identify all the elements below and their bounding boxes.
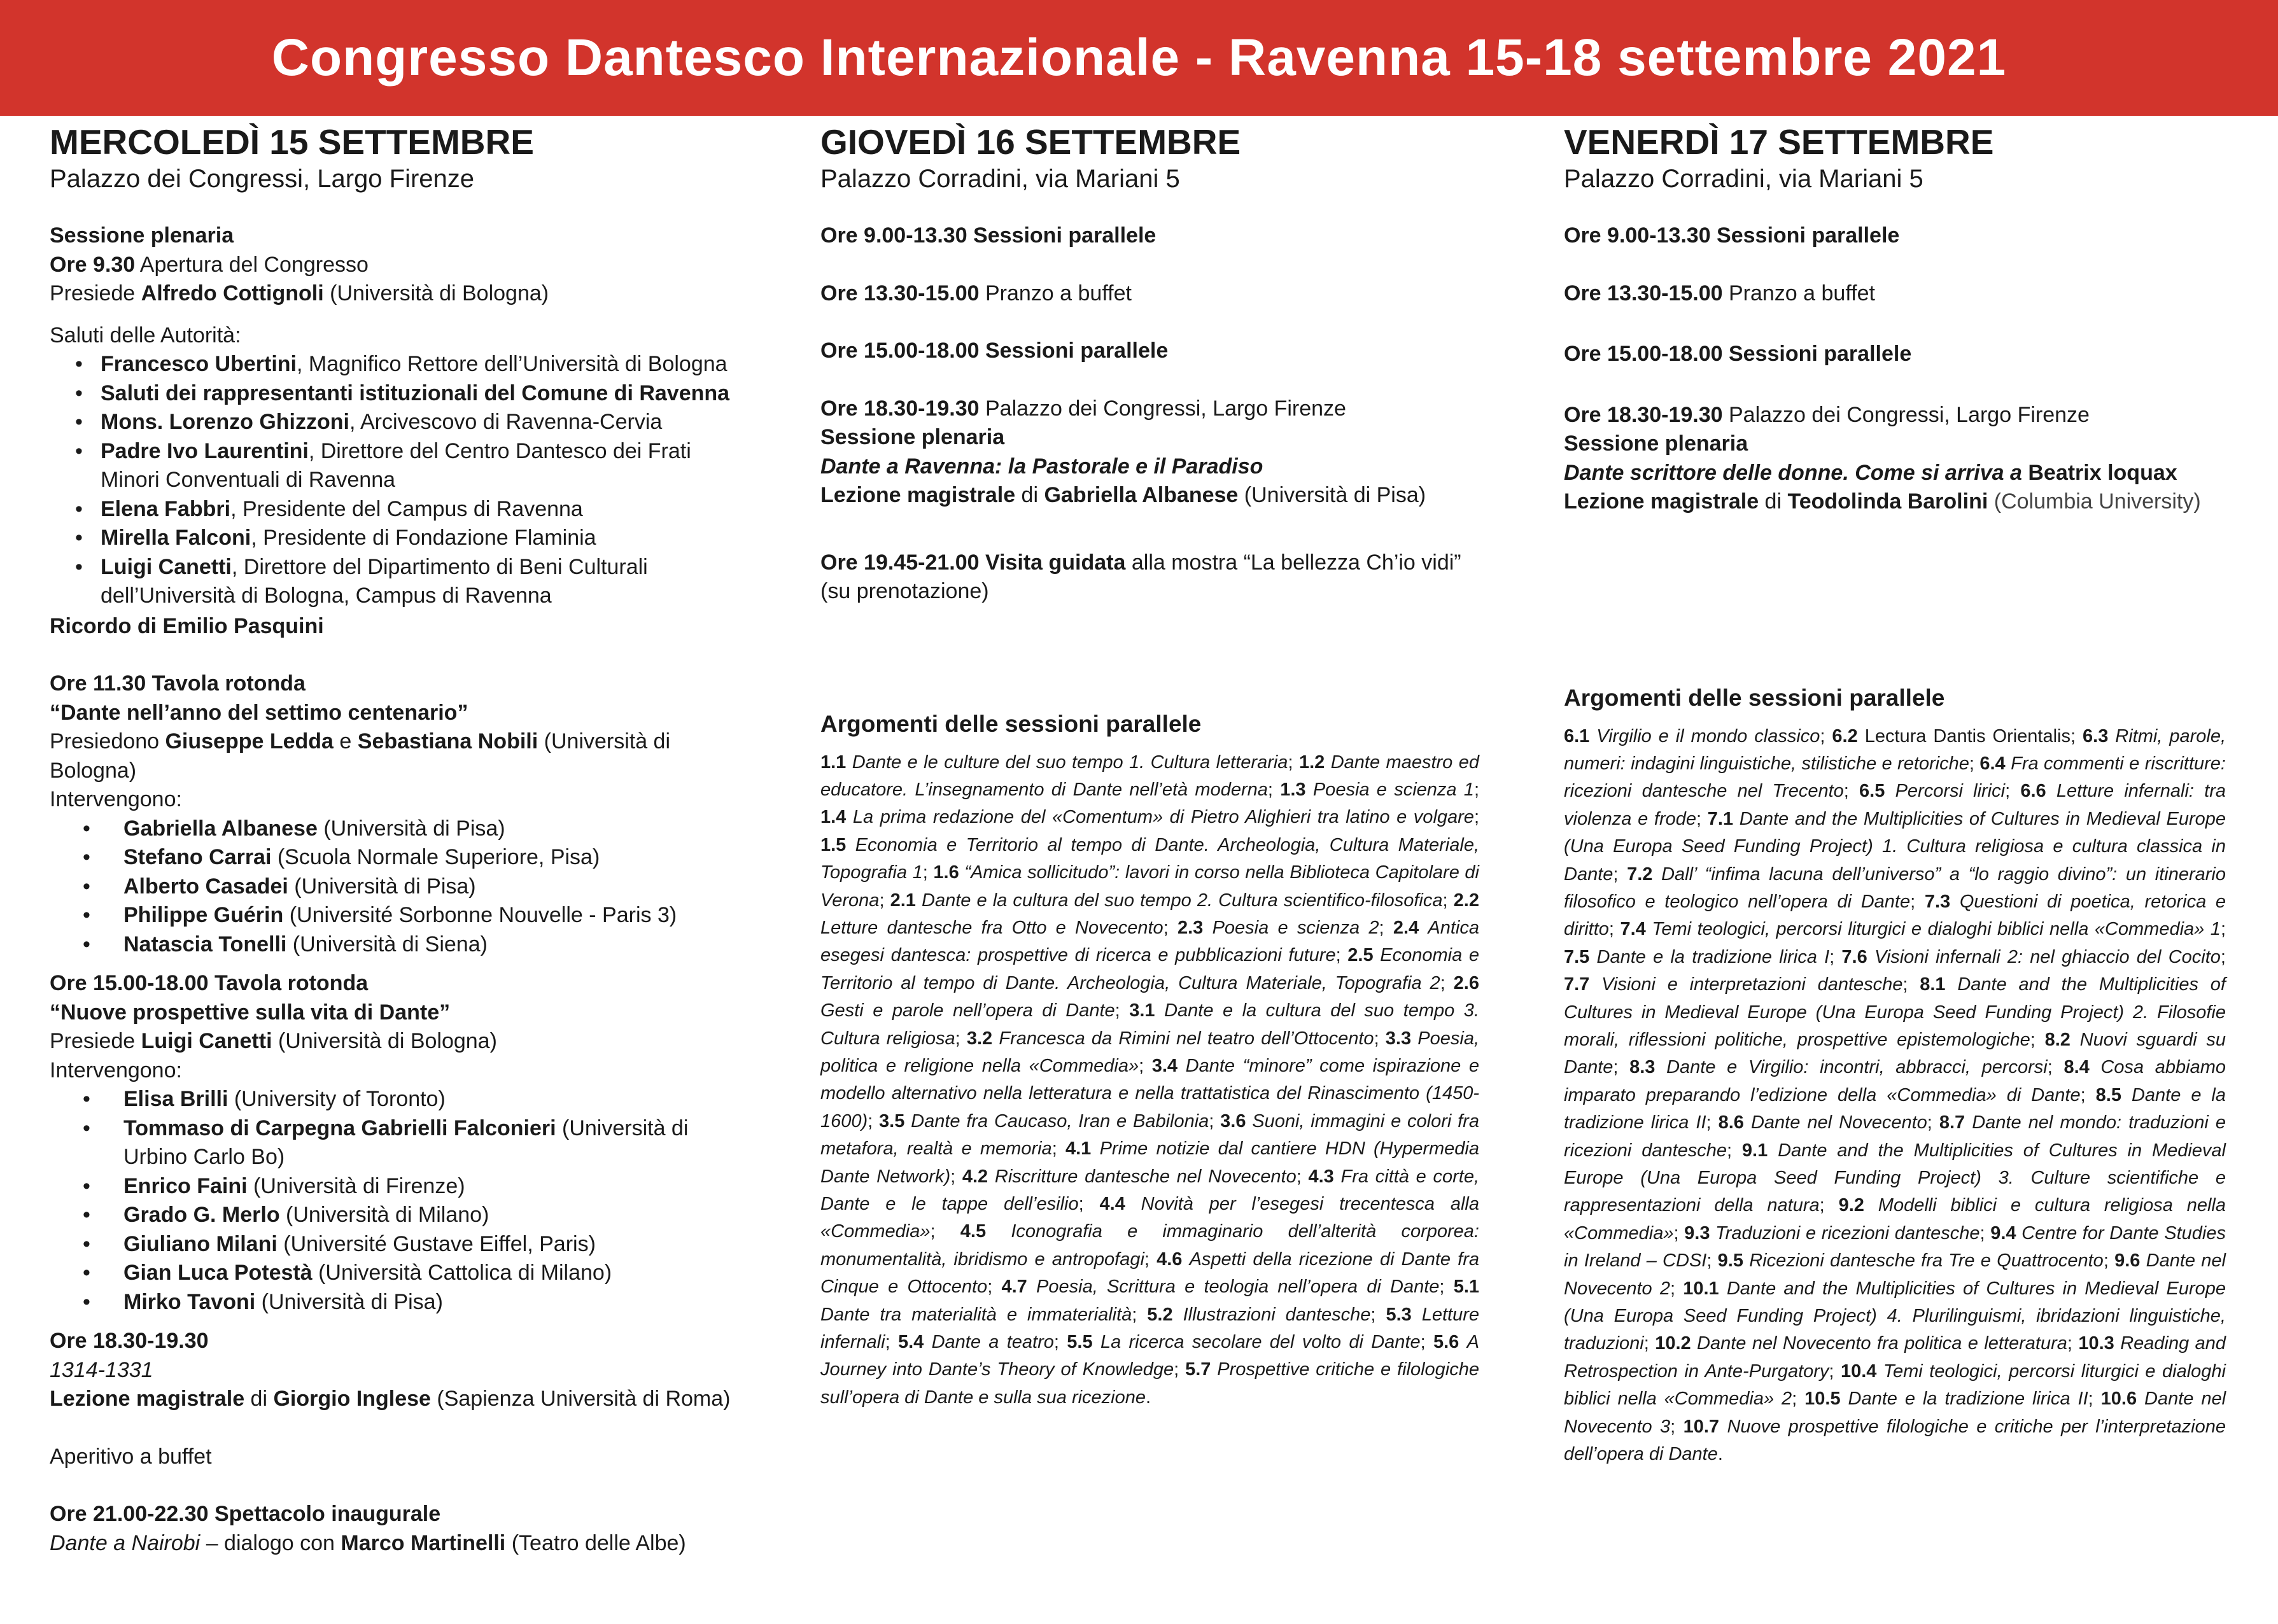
- roundtable2-chair: Presiede Luigi Canetti (Università di Bologna): [50, 1029, 497, 1053]
- list-item: • Stefano Carrai (Scuola Normale Superiore, Pisa): [50, 843, 750, 872]
- venue: Palazzo Corradini, via Mariani 5: [1564, 165, 1923, 193]
- column-wednesday: [50, 121, 750, 1558]
- session-morning: Ore 9.00-13.30 Sessioni parallele: [820, 223, 1157, 248]
- greetings-list: [50, 350, 750, 611]
- guided-visit: Ore 19.45-21.00 Visita guidata alla mostra “La bellezza Ch’io vidi” (su prenotazione): [820, 550, 1461, 603]
- list-item: • Gabriella Albanese (Università di Pisa): [50, 815, 750, 844]
- parallel-topics-text: 6.1 Virgilio e il mondo classico; 6.2 Lectura Dantis Orientalis; 6.3 Ritmi, parole, numeri: indagini linguistiche, stilistiche e retoriche; 6.4 Fra commenti e riscritture: ricezioni dantesche nel Trecento; 6.5 Percorsi lirici; 6.6 Letture infernali: tra violenza e frode; 7.1 Dante and the Multiplicities of Cultures in Medieval Europe (Una Europa Seed Funding Project) 1. Cultura religiosa e cultura classica in Dante; 7.2 Dall’ “infima lacuna dell’universo” a “lo raggio divino”: un itinerario filosofico e teologico nell’opera di Dante; 7.3 Questioni di poetica, retorica e diritto; 7.4 Temi teologici, percorsi liturgici e dialoghi biblici nella «Commedia» 1; 7.5 Dante e la tradizione lirica I; 7.6 Visioni infernali 2: nel ghiaccio del Cocito; 7.7 Visioni e interpretazioni dantesche; 8.1 Dante and the Multiplicities of Cultures in Medieval Europe (Una Europa Seed Funding Project) 2. Filosofie morali, riflessioni politiche, prospettive epistemologiche; 8.2 Nuovi sguardi su Dante; 8.3 Dante e Virgilio: incontri, abbracci, percorsi; 8.4 Cosa abbiamo imparato preparando l’edizione della «Commedia» di Dante; 8.5 Dante e la tradizione lirica II; 8.6 Dante nel Novecento; 8.7 Dante nel mondo: traduzioni e ricezioni dantesche; 9.1 Dante and the Multiplicities of Cultures in Medieval Europe (Una Europa Seed Funding Project) 3. Culture scientifiche e rappresentazioni della natura; 9.2 Modelli biblici e cultura religiosa nella «Commedia»; 9.3 Traduzioni e ricezioni dantesche; 9.4 Centre for Dante Studies in Ireland – CDSI; 9.5 Ricezioni dantesche fra Tre e Quattrocento; 9.6 Dante nel Novecento 2; 10.1 Dante and the Multiplicities of Cultures in Medieval Europe (Una Europa Seed Funding Project) 4. Plurilinguismi, ibridazioni linguistiche, traduzioni; 10.2 Dante nel Novecento fra politica e letteratura; 10.3 Reading and Retrospection in Ante-Purgatory; 10.4 Temi teologici, percorsi liturgici e dialoghi biblici nella «Commedia» 2; 10.5 Dante e la tradizione lirica II; 10.6 Dante nel Novecento 3; 10.7 Nuove prospettive filologiche e critiche per l’interpretazione dell’opera di Dante.: [1564, 725, 2226, 1465]
- speakers-label: Intervengono:: [50, 1058, 182, 1082]
- aperitivo: Aperitivo a buffet: [50, 1444, 212, 1469]
- plenary-title: Dante a Ravenna: la Pastorale e il Paradiso: [820, 454, 1263, 479]
- roundtable1-time: Ore 11.30 Tavola rotonda: [50, 671, 306, 696]
- roundtable2-title: “Nuove prospettive sulla vita di Dante”: [50, 1000, 451, 1025]
- lecture: Lezione magistrale di Giorgio Inglese (Sapienza Università di Roma): [50, 1387, 731, 1411]
- roundtable2-time: Ore 15.00-18.00 Tavola rotonda: [50, 971, 369, 995]
- list-item: • Giuliano Milani (Université Gustave Eiffel, Paris): [50, 1230, 750, 1259]
- venue: Palazzo Corradini, via Mariani 5: [820, 165, 1180, 193]
- column-friday: [1564, 121, 2226, 1468]
- lecture-title: 1314-1331: [50, 1357, 153, 1382]
- venue: Palazzo dei Congressi, Largo Firenze: [50, 165, 475, 193]
- lecture: Lezione magistrale di Gabriella Albanese (Università di Pisa): [820, 483, 1426, 507]
- list-item: • Tommaso di Carpegna Gabrielli Falconieri (Università di Urbino Carlo Bo): [50, 1114, 750, 1172]
- list-item: • Mons. Lorenzo Ghizzoni, Arcivescovo di Ravenna-Cervia: [50, 408, 750, 437]
- list-item: • Luigi Canetti, Direttore del Dipartimento di Beni Culturali dell’Università di Bologna, Campus di Ravenna: [50, 553, 750, 611]
- session-morning: Ore 9.00-13.30 Sessioni parallele: [1564, 223, 1900, 248]
- list-item: • Saluti dei rappresentanti istituzionali del Comune di Ravenna: [50, 379, 750, 409]
- plenary-time: Ore 18.30-19.30 Palazzo dei Congressi, Largo Firenze: [820, 396, 1346, 421]
- parallel-topics-text: 1.1 Dante e le culture del suo tempo 1. Cultura letteraria; 1.2 Dante maestro ed educatore. L’insegnamento di Dante nell’età moderna; 1.3 Poesia e scienza 1; 1.4 La prima redazione del «Comentum» di Pietro Alighieri tra latino e volgare; 1.5 Economia e Territorio al tempo di Dante. Archeologia, Cultura Materiale, Topografia 1; 1.6 “Amica sollicitudo”: lavori in corso nella Biblioteca Capitolare di Verona; 2.1 Dante e la cultura del suo tempo 2. Cultura scientifico-filosofica; 2.2 Letture dantesche fra Otto e Novecento; 2.3 Poesia e scienza 2; 2.4 Antica esegesi dantesca: prospettive di ricerca e pubblicazioni future; 2.5 Economia e Territorio al tempo di Dante. Archeologia, Cultura Materiale, Topografia 2; 2.6 Gesti e parole nell’opera di Dante; 3.1 Dante e la cultura del suo tempo 3. Cultura religiosa; 3.2 Francesca da Rimini nel teatro dell’Ottocento; 3.3 Poesia, politica e religione nella «Commedia»; 3.4 Dante “minore” come ispirazione e modello alternativo nella letteratura e nella trattatistica del Rinascimento (1450-1600); 3.5 Dante fra Caucaso, Iran e Babilonia; 3.6 Suoni, immagini e colori fra metafora, realtà e memoria; 4.1 Prime notizie dal cantiere HDN (Hypermedia Dante Network); 4.2 Riscritture dantesche nel Novecento; 4.3 Fra città e corte, Dante e le tappe dell’esilio; 4.4 Novità per l’esegesi trecentesca alla «Commedia»; 4.5 Iconografia e immaginario dell’alterità corporea: monumentalità, ibridismo e antropofagi; 4.6 Aspetti della ricezione di Dante fra Cinque e Ottocento; 4.7 Poesia, Scrittura e teologia nell’opera di Dante; 5.1 Dante tra materialità e immaterialità; 5.2 Illustrazioni dantesche; 5.3 Letture infernali; 5.4 Dante a teatro; 5.5 La ricerca secolare del volto di Dante; 5.6 A Journey into Dante’s Theory of Knowledge; 5.7 Prospettive critiche e filologiche sull’opera di Dante e sulla sua ricezione.: [820, 752, 1480, 1408]
- roundtable1-title: “Dante nell’anno del settimo centenario”: [50, 700, 468, 725]
- list-item: • Francesco Ubertini, Magnifico Rettore dell’Università di Bologna: [50, 350, 750, 379]
- day-heading: MERCOLEDÌ 15 SETTEMBRE: [50, 122, 534, 162]
- list-item: • Alberto Casadei (Università di Pisa): [50, 872, 750, 902]
- list-item: • Philippe Guérin (Université Sorbonne Nouvelle - Paris 3): [50, 901, 750, 930]
- lunch: Ore 13.30-15.00 Pranzo a buffet: [1564, 281, 1875, 305]
- day-heading: GIOVEDÌ 16 SETTEMBRE: [820, 122, 1241, 162]
- greetings-label: Saluti delle Autorità:: [50, 323, 241, 347]
- lecture: Lezione magistrale di Teodolinda Barolini (Columbia University): [1564, 489, 2201, 514]
- opening-chair: Presiede Alfredo Cottignoli (Università di Bologna): [50, 281, 549, 305]
- list-item: • Enrico Faini (Università di Firenze): [50, 1172, 750, 1201]
- roundtable2-speakers: [50, 1085, 750, 1317]
- day-heading: VENERDÌ 17 SETTEMBRE: [1564, 122, 1994, 162]
- opening: Ore 9.30 Apertura del Congresso: [50, 252, 369, 277]
- title-banner: [0, 0, 2278, 116]
- list-item: • Mirko Tavoni (Università di Pisa): [50, 1288, 750, 1317]
- show: Dante a Nairobi – dialogo con Marco Martinelli (Teatro delle Albe): [50, 1530, 686, 1555]
- roundtable1-chairs: Presiedono Giuseppe Ledda e Sebastiana Nobili (Università di Bologna): [50, 729, 671, 783]
- plenary-label: Sessione plenaria: [1564, 431, 1748, 456]
- lecture-time: Ore 18.30-19.30: [50, 1329, 209, 1353]
- roundtable1-speakers: [50, 815, 750, 960]
- list-item: • Elisa Brilli (University of Toronto): [50, 1085, 750, 1114]
- list-item: • Elena Fabbri, Presidente del Campus di Ravenna: [50, 495, 750, 524]
- parallel-topics-heading: Argomenti delle sessioni parallele: [1564, 684, 1945, 711]
- column-thursday: [820, 121, 1479, 1411]
- speakers-label: Intervengono:: [50, 787, 182, 811]
- list-item: • Gian Luca Potestà (Università Cattolica di Milano): [50, 1259, 750, 1288]
- session-afternoon: Ore 15.00-18.00 Sessioni parallele: [1564, 342, 1912, 366]
- plenary-time: Ore 18.30-19.30 Palazzo dei Congressi, Largo Firenze: [1564, 402, 2090, 427]
- list-item: • Grado G. Merlo (Università di Milano): [50, 1201, 750, 1230]
- remembrance: Ricordo di Emilio Pasquini: [50, 613, 324, 638]
- plenary-label: Sessione plenaria: [820, 425, 1005, 449]
- plenary-label: Sessione plenaria: [50, 223, 234, 248]
- plenary-title: Dante scrittore delle donne. Come si arriva a Beatrix loquax: [1564, 460, 2177, 485]
- list-item: • Natascia Tonelli (Università di Siena): [50, 930, 750, 960]
- lunch: Ore 13.30-15.00 Pranzo a buffet: [820, 281, 1132, 305]
- parallel-topics-heading: Argomenti delle sessioni parallele: [820, 710, 1202, 737]
- list-item: • Padre Ivo Laurentini, Direttore del Centro Dantesco dei Frati Minori Conventuali di Ravenna: [50, 437, 750, 495]
- list-item: • Mirella Falconi, Presidente di Fondazione Flaminia: [50, 524, 750, 553]
- show-time: Ore 21.00-22.30 Spettacolo inaugurale: [50, 1502, 441, 1526]
- page-title: Congresso Dantesco Internazionale - Ravenna 15-18 settembre 2021: [271, 29, 2007, 87]
- session-afternoon: Ore 15.00-18.00 Sessioni parallele: [820, 339, 1169, 363]
